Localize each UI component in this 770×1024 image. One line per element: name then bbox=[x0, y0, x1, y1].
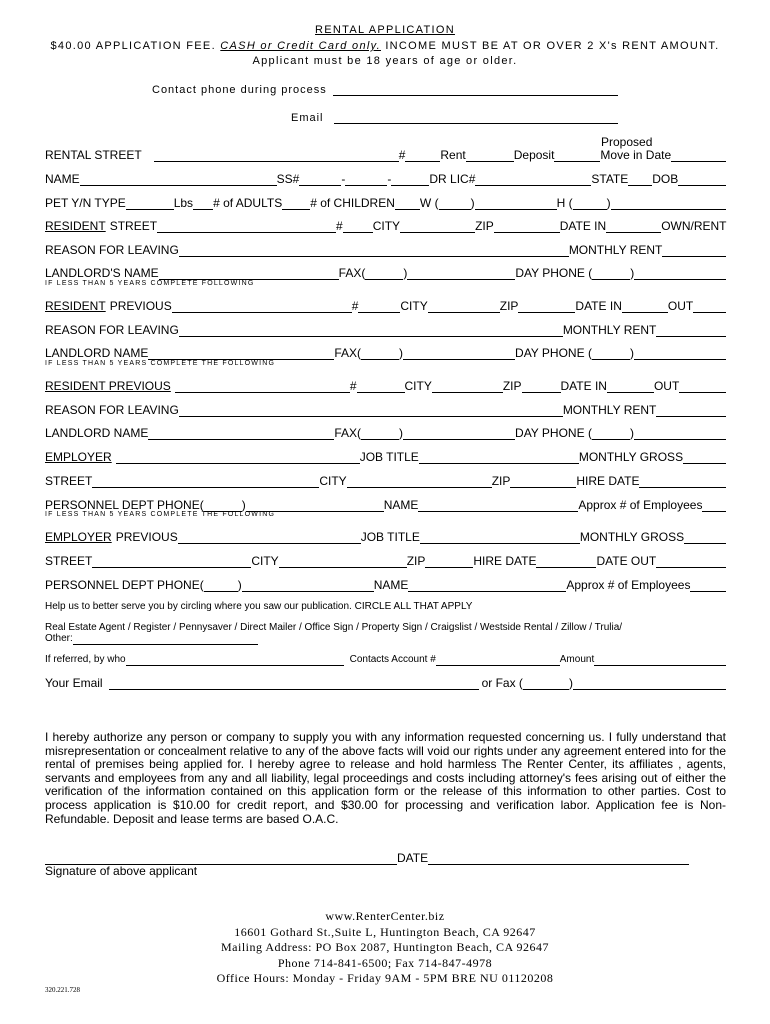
previous-employer-street-label: STREET bbox=[45, 554, 93, 568]
children-field[interactable] bbox=[395, 198, 420, 210]
landlord-fax-label: FAX( bbox=[338, 266, 366, 280]
employer-previous-field[interactable] bbox=[178, 532, 361, 544]
approx-employees-label: Approx # of Employees bbox=[578, 498, 703, 512]
previous-2-landlord-field[interactable] bbox=[148, 428, 334, 440]
previous-reason-field[interactable] bbox=[179, 325, 563, 337]
own-rent-label: OWN/RENT bbox=[661, 219, 727, 233]
previous-landlord-label: LANDLORD NAME bbox=[45, 346, 149, 360]
previous-monthly-rent-field[interactable] bbox=[656, 325, 726, 337]
landlord-day-phone-field[interactable] bbox=[634, 268, 726, 280]
previous-zip-field[interactable] bbox=[518, 301, 575, 313]
contacts-account-label: Contacts Account # bbox=[349, 654, 436, 665]
landlord-day-phone-label: DAY PHONE ( bbox=[515, 266, 593, 280]
monthly-gross-field[interactable] bbox=[683, 452, 726, 464]
previous-out-field[interactable] bbox=[693, 301, 726, 313]
previous-number-field[interactable] bbox=[358, 301, 400, 313]
footer-website[interactable]: www.RenterCenter.biz bbox=[325, 909, 445, 923]
driver-license-label: DR LIC# bbox=[429, 172, 476, 186]
previous-employer-street-field[interactable] bbox=[92, 556, 251, 568]
previous-city-label: CITY bbox=[400, 299, 428, 313]
resident-previous-word: PREVIOUS bbox=[109, 299, 172, 313]
home-phone-field[interactable] bbox=[611, 198, 726, 210]
home-phone-area-field[interactable] bbox=[573, 198, 607, 210]
resident-previous-2-row bbox=[45, 379, 726, 393]
ssn-part-1-field[interactable] bbox=[299, 174, 341, 186]
previous-2-city-label: CITY bbox=[404, 379, 432, 393]
previous-job-title-label: JOB TITLE bbox=[360, 530, 420, 544]
move-in-date-label: Move in Date bbox=[600, 148, 672, 162]
previous-note: IF LESS THAN 5 YEARS COMPLETE THE FOLLOWING bbox=[45, 360, 276, 367]
previous-job-title-field[interactable] bbox=[420, 532, 580, 544]
employer-note: IF LESS THAN 5 YEARS COMPLETE THE FOLLOWING bbox=[45, 511, 276, 518]
rental-street-label: RENTAL STREET bbox=[45, 148, 142, 162]
resident-note: IF LESS THAN 5 YEARS COMPLETE FOLLOWING bbox=[45, 280, 255, 287]
pet-type-label: PET Y/N TYPE bbox=[45, 196, 126, 210]
employer-street-label: STREET bbox=[45, 474, 93, 488]
previous-landlord-field[interactable] bbox=[148, 348, 334, 360]
previous-date-in-label: DATE IN bbox=[575, 299, 622, 313]
applicant-row bbox=[45, 172, 726, 186]
previous-employer-zip-field[interactable] bbox=[425, 556, 473, 568]
pet-type-field[interactable] bbox=[126, 198, 174, 210]
resident-street-label: STREET bbox=[109, 219, 158, 233]
previous-monthly-gross-field[interactable] bbox=[684, 532, 726, 544]
previous-reason-label: REASON FOR LEAVING bbox=[45, 323, 179, 337]
signature-row bbox=[45, 851, 689, 865]
landlord-fax-area-field[interactable] bbox=[365, 268, 403, 280]
rent-field[interactable] bbox=[466, 150, 514, 162]
footer-mailing-address: Mailing Address: PO Box 2087, Huntington Beach, CA 92647 bbox=[221, 940, 549, 954]
resident-date-in-field[interactable] bbox=[606, 221, 661, 233]
footer-address: 16601 Gothard St.,Suite L, Huntington Beach, CA 92647 bbox=[234, 925, 536, 939]
landlord-name-field[interactable] bbox=[159, 268, 339, 280]
previous-out-label: OUT bbox=[667, 299, 694, 313]
ssn-part-2-field[interactable] bbox=[345, 174, 387, 186]
your-fax-close: ) bbox=[568, 676, 573, 690]
previous-employer-zip-label: ZIP bbox=[406, 554, 426, 568]
ssn-dash-1: - bbox=[341, 172, 346, 186]
footer-phone: Phone 714-841-6500; Fax 714-847-4978 bbox=[277, 956, 493, 970]
resident-street-field[interactable] bbox=[157, 221, 336, 233]
rent-label: Rent bbox=[440, 148, 466, 162]
previous-fax-label: FAX( bbox=[334, 346, 362, 360]
referred-by-label: If referred, by who bbox=[45, 654, 126, 665]
publication-prompt: Help us to better serve you by circling where you saw our publication. CIRCLE ALL THAT APPLY bbox=[45, 601, 473, 612]
employer-field[interactable] bbox=[116, 452, 360, 464]
contacts-account-field[interactable] bbox=[436, 656, 560, 666]
form-code: 320.221.728 bbox=[45, 986, 80, 994]
employer-previous-word: PREVIOUS bbox=[115, 530, 178, 544]
previous-2-reason-row bbox=[45, 403, 726, 417]
your-email-row bbox=[45, 676, 726, 690]
previous-day-phone-area-field[interactable] bbox=[592, 348, 630, 360]
name-label: NAME bbox=[45, 172, 80, 186]
previous-2-fax-close: ) bbox=[399, 426, 404, 440]
household-row bbox=[45, 196, 726, 210]
employer-zip-field[interactable] bbox=[510, 476, 576, 488]
previous-2-city-field[interactable] bbox=[432, 381, 503, 393]
fee-line bbox=[0, 40, 770, 52]
resident-current-row bbox=[45, 219, 726, 233]
hire-date-label: HIRE DATE bbox=[576, 474, 640, 488]
previous-2-landlord-row bbox=[45, 426, 726, 440]
dob-label: DOB bbox=[652, 172, 679, 186]
previous-employer-city-field[interactable] bbox=[279, 556, 407, 568]
resident-landlord-row bbox=[45, 266, 726, 280]
referral-row bbox=[45, 654, 726, 666]
fee-prefix: $40.00 APPLICATION FEE. bbox=[50, 40, 216, 52]
amount-field[interactable] bbox=[594, 656, 726, 666]
resident-date-in-label: DATE IN bbox=[559, 219, 607, 233]
approx-employees-field[interactable] bbox=[702, 500, 726, 512]
previous-2-day-phone-label: DAY PHONE ( bbox=[515, 426, 592, 440]
previous-monthly-gross-label: MONTHLY GROSS bbox=[579, 530, 685, 544]
rental-street-field[interactable] bbox=[154, 150, 399, 162]
resident-zip-field[interactable] bbox=[494, 221, 560, 233]
previous-2-fax-area-field[interactable] bbox=[361, 428, 399, 440]
previous-day-phone-label: DAY PHONE ( bbox=[515, 346, 592, 360]
job-title-field[interactable] bbox=[419, 452, 579, 464]
previous-number-label: # bbox=[351, 299, 359, 313]
personnel-phone-close: ) bbox=[241, 498, 246, 512]
your-email-field[interactable] bbox=[109, 678, 479, 690]
rental-street-row bbox=[45, 148, 726, 162]
previous-day-phone-field[interactable] bbox=[634, 348, 726, 360]
personnel-name-label: NAME bbox=[383, 498, 419, 512]
your-fax-field[interactable] bbox=[573, 678, 726, 690]
monthly-gross-label: MONTHLY GROSS bbox=[578, 450, 684, 464]
previous-street-field[interactable] bbox=[172, 301, 352, 313]
publication-other-label: Other: bbox=[45, 633, 73, 644]
pet-weight-field[interactable] bbox=[193, 198, 213, 210]
employer-label: EMPLOYER bbox=[45, 450, 112, 464]
previous-landlord-row bbox=[45, 346, 726, 360]
contact-phone-label: Contact phone during process bbox=[152, 84, 327, 96]
previous-employer-city-label: CITY bbox=[251, 554, 279, 568]
work-phone-close: ) bbox=[470, 196, 475, 210]
previous-2-zip-field[interactable] bbox=[522, 381, 561, 393]
previous-2-number-label: # bbox=[349, 379, 357, 393]
hire-date-field[interactable] bbox=[639, 476, 726, 488]
signature-date-label: DATE bbox=[397, 851, 429, 865]
work-phone-field[interactable] bbox=[475, 198, 557, 210]
previous-2-fax-label: FAX( bbox=[334, 426, 362, 440]
previous-date-in-field[interactable] bbox=[622, 301, 668, 313]
previous-day-phone-close: ) bbox=[629, 346, 634, 360]
employer-zip-label: ZIP bbox=[491, 474, 511, 488]
previous-2-number-field[interactable] bbox=[357, 381, 405, 393]
employer-previous-address-row bbox=[45, 554, 726, 568]
work-phone-label: W ( bbox=[419, 196, 439, 210]
previous-2-date-in-label: DATE IN bbox=[560, 379, 607, 393]
previous-2-monthly-rent-label: MONTHLY RENT bbox=[562, 403, 657, 417]
your-fax-area-field[interactable] bbox=[523, 678, 569, 690]
resident-previous-label: RESIDENT bbox=[45, 299, 106, 313]
employer-previous-row bbox=[45, 530, 726, 544]
referred-by-field[interactable] bbox=[126, 656, 344, 666]
footer-hours: Office Hours: Monday - Friday 9AM - 5PM BRE NU 01120208 bbox=[216, 971, 554, 985]
adults-field[interactable] bbox=[282, 198, 310, 210]
landlord-day-phone-close: ) bbox=[630, 266, 635, 280]
previous-2-reason-label: REASON FOR LEAVING bbox=[45, 403, 179, 417]
employer-street-field[interactable] bbox=[92, 476, 319, 488]
contact-phone-row bbox=[152, 84, 618, 96]
pet-weight-label: Lbs bbox=[173, 196, 194, 210]
employer-city-label: CITY bbox=[319, 474, 347, 488]
previous-2-day-phone-area-field[interactable] bbox=[592, 428, 630, 440]
previous-fax-field[interactable] bbox=[403, 348, 515, 360]
employer-row bbox=[45, 450, 726, 464]
deposit-label: Deposit bbox=[513, 148, 555, 162]
previous-2-date-in-field[interactable] bbox=[607, 381, 654, 393]
your-email-label: Your Email bbox=[45, 676, 103, 690]
adults-label: # of ADULTS bbox=[213, 196, 283, 210]
ssn-label: SS# bbox=[276, 172, 300, 186]
employer-previous-label: EMPLOYER bbox=[45, 530, 112, 544]
authorization-statement: I hereby authorize any person or company to supply you with any information requested concerning us. I fully understand that misrepresentation or concealment relative to any of the above facts will void our rights under any agreement entered into for the rental of premises being applied for. I hereby agree to release and hold harmless The Renter Center, its affiliates , agents, servants and employees from any and all liability, legal proceedings and costs including attorney's fees arising out of either the verification of the information contained on this application form or the release of this information to other parties. Cost to process application is $10.00 for credit report, and $30.00 for processing and verification labor. Application fee is Non- Refundable. Deposit and lease terms are based O.A.C. bbox=[45, 730, 726, 826]
previous-personnel-phone-label: PERSONNEL DEPT PHONE( bbox=[45, 578, 204, 592]
date-out-label: DATE OUT bbox=[596, 554, 657, 568]
resident-city-field[interactable] bbox=[400, 221, 475, 233]
previous-2-street-field[interactable] bbox=[175, 381, 350, 393]
signature-date-field[interactable] bbox=[428, 853, 689, 865]
employer-address-row bbox=[45, 474, 726, 488]
work-phone-area-field[interactable] bbox=[439, 198, 471, 210]
contact-email-row bbox=[291, 112, 618, 124]
previous-2-fax-field[interactable] bbox=[403, 428, 515, 440]
previous-hire-date-label: HIRE DATE bbox=[473, 554, 537, 568]
previous-approx-employees-field[interactable] bbox=[690, 580, 726, 592]
previous-2-day-phone-field[interactable] bbox=[634, 428, 726, 440]
your-fax-label: or Fax ( bbox=[481, 676, 523, 690]
form-title: RENTAL APPLICATION bbox=[315, 24, 455, 36]
previous-2-zip-label: ZIP bbox=[502, 379, 522, 393]
previous-2-out-field[interactable] bbox=[679, 381, 726, 393]
publication-other-field[interactable] bbox=[73, 635, 258, 645]
contact-phone-field[interactable] bbox=[333, 84, 618, 96]
previous-personnel-phone-field[interactable] bbox=[242, 580, 374, 592]
date-out-field[interactable] bbox=[656, 556, 726, 568]
previous-2-monthly-rent-field[interactable] bbox=[656, 405, 726, 417]
previous-2-out-label: OUT bbox=[653, 379, 680, 393]
amount-label: Amount bbox=[559, 654, 595, 665]
age-requirement: Applicant must be 18 years of age or older. bbox=[252, 55, 518, 67]
reason-for-leaving-label: REASON FOR LEAVING bbox=[45, 243, 179, 257]
previous-fax-close: ) bbox=[399, 346, 404, 360]
personnel-name-field[interactable] bbox=[418, 500, 578, 512]
resident-reason-row bbox=[45, 243, 726, 257]
home-phone-label: H ( bbox=[556, 196, 573, 210]
ssn-part-3-field[interactable] bbox=[391, 174, 429, 186]
previous-approx-employees-label: Approx # of Employees bbox=[566, 578, 691, 592]
state-label: STATE bbox=[591, 172, 629, 186]
resident-number-label: # bbox=[336, 219, 343, 233]
rental-number-label: # bbox=[398, 148, 406, 162]
previous-personnel-phone-close: ) bbox=[237, 578, 242, 592]
state-field[interactable] bbox=[628, 174, 652, 186]
dob-field[interactable] bbox=[678, 174, 726, 186]
name-field[interactable] bbox=[80, 174, 277, 186]
resident-city-label: CITY bbox=[372, 219, 401, 233]
reason-for-leaving-field[interactable] bbox=[179, 245, 569, 257]
rental-number-field[interactable] bbox=[405, 150, 440, 162]
job-title-label: JOB TITLE bbox=[359, 450, 419, 464]
resident-number-field[interactable] bbox=[343, 221, 373, 233]
resident-previous-row bbox=[45, 299, 726, 313]
publication-other-row bbox=[45, 633, 258, 645]
landlord-day-phone-area-field[interactable] bbox=[592, 268, 630, 280]
publication-options[interactable]: Real Estate Agent / Register / Pennysaver / Direct Mailer / Office Sign / Property Sign / Craigslist / Westside Rental / Zillow / Trulia/ bbox=[45, 622, 623, 633]
monthly-rent-label: MONTHLY RENT bbox=[568, 243, 663, 257]
move-in-date-field[interactable] bbox=[671, 150, 726, 162]
signature-caption: Signature of above applicant bbox=[45, 864, 198, 878]
previous-fax-area-field[interactable] bbox=[361, 348, 399, 360]
driver-license-field[interactable] bbox=[475, 174, 591, 186]
previous-hire-date-field[interactable] bbox=[536, 556, 596, 568]
fee-payment-method: CASH or Credit Card only. bbox=[220, 40, 381, 52]
income-requirement: INCOME MUST BE AT OR OVER 2 X's RENT AMOUNT. bbox=[385, 40, 720, 52]
previous-zip-label: ZIP bbox=[499, 299, 519, 313]
previous-personnel-phone-area-field[interactable] bbox=[204, 580, 238, 592]
monthly-rent-field[interactable] bbox=[662, 245, 726, 257]
personnel-phone-label: PERSONNEL DEPT PHONE( bbox=[45, 498, 204, 512]
proposed-line-1: Proposed bbox=[601, 135, 653, 149]
resident-label: RESIDENT bbox=[45, 219, 106, 233]
previous-2-reason-field[interactable] bbox=[179, 405, 563, 417]
previous-reason-row bbox=[45, 323, 726, 337]
resident-zip-label: ZIP bbox=[475, 219, 494, 233]
previous-city-field[interactable] bbox=[428, 301, 500, 313]
employer-previous-personnel-row bbox=[45, 578, 726, 592]
previous-personnel-name-field[interactable] bbox=[408, 580, 566, 592]
contact-email-label: Email bbox=[291, 112, 324, 124]
ssn-dash-2: - bbox=[387, 172, 392, 186]
employer-city-field[interactable] bbox=[347, 476, 492, 488]
landlord-fax-field[interactable] bbox=[407, 268, 515, 280]
previous-2-landlord-label: LANDLORD NAME bbox=[45, 426, 149, 440]
deposit-field[interactable] bbox=[554, 150, 600, 162]
landlord-fax-close: ) bbox=[403, 266, 408, 280]
home-phone-close: ) bbox=[606, 196, 611, 210]
children-label: # of CHILDREN bbox=[310, 196, 395, 210]
previous-monthly-rent-label: MONTHLY RENT bbox=[562, 323, 657, 337]
resident-previous-2-label: RESIDENT PREVIOUS bbox=[45, 379, 171, 393]
contact-email-field[interactable] bbox=[334, 112, 618, 124]
previous-2-day-phone-close: ) bbox=[629, 426, 634, 440]
previous-personnel-name-label: NAME bbox=[373, 578, 409, 592]
employer-personnel-row bbox=[45, 498, 726, 512]
landlord-name-label: LANDLORD'S NAME bbox=[45, 266, 159, 280]
